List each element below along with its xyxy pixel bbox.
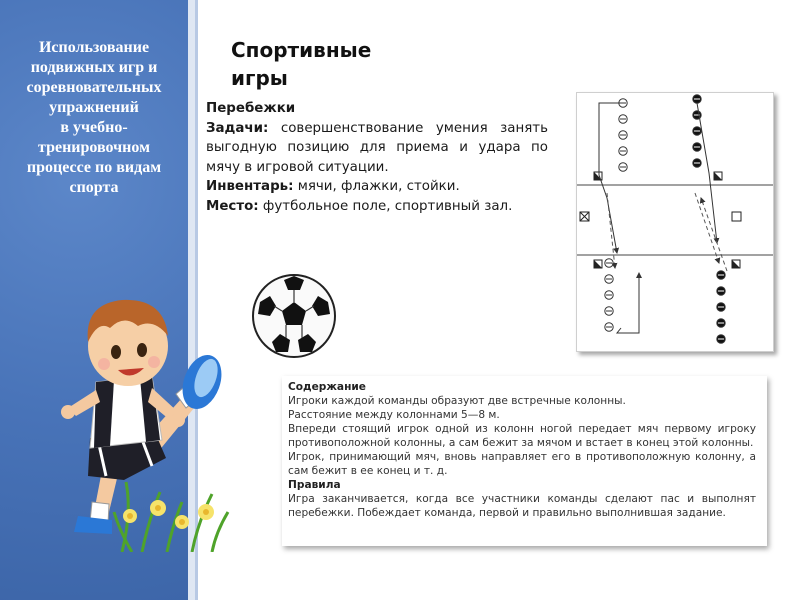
content-box (282, 376, 767, 546)
game-name: Перебежки (206, 101, 296, 116)
tasks-label: Задачи: (206, 120, 269, 136)
sidebar-title-line: подвижных игр и (30, 59, 158, 76)
game-description (206, 99, 548, 216)
game-diagram-svg (577, 93, 773, 351)
slide-title-line: игры (231, 66, 288, 90)
soccer-ball-icon (250, 272, 338, 360)
content-paragraph: Впереди стоящий игрок одной из колонн ногой передает мяч первому игроку противоположной колонны, а сам бежит за мячом и встает в конец этой колонны. (288, 423, 756, 449)
sidebar-title-line: Использование (38, 39, 150, 56)
tasks-text: совершенствование умения занять выгодную позицию для приема и удара по мячу в игровой ситуации. (206, 120, 548, 175)
sidebar-title-line: соревновательных (26, 79, 162, 96)
content-paragraph: Игроки каждой команды образуют две встречные колонны. (288, 395, 626, 407)
inventory-label: Инвентарь: (206, 179, 294, 194)
inventory-text: мячи, флажки, стойки. (293, 179, 460, 194)
content-text (288, 380, 756, 520)
sidebar-title-line: спорта (69, 179, 119, 196)
place-text: футбольное поле, спортивный зал. (258, 198, 513, 214)
sidebar-title-line: упражнений (49, 99, 139, 116)
rules-text: Игра заканчивается, когда все участники команды сделают пас и выполнят перебежки. Побеждает команда, первой и правильно выполнившая задание. (288, 493, 756, 519)
place-label: Место: (206, 198, 259, 214)
content-paragraph: Игрок, принимающий мяч, вновь направляет его в противоположную колонну, а сам бежит в ее конец и т. д. (288, 451, 756, 477)
flowers-decoration (112, 472, 232, 552)
game-diagram (576, 92, 774, 352)
sidebar-title (8, 38, 180, 198)
content-paragraph: Расстояние между колоннами 5—8 м. (288, 409, 500, 421)
slide-title (231, 36, 451, 92)
sidebar-title-line: в учебно- (60, 119, 128, 136)
sidebar-title-line: процессе по видам (26, 159, 162, 176)
rules-heading: Правила (288, 479, 341, 491)
slide-title-line: Спортивные (231, 38, 372, 62)
sidebar-title-line: тренировочном (38, 139, 150, 156)
content-heading: Содержание (288, 381, 366, 393)
